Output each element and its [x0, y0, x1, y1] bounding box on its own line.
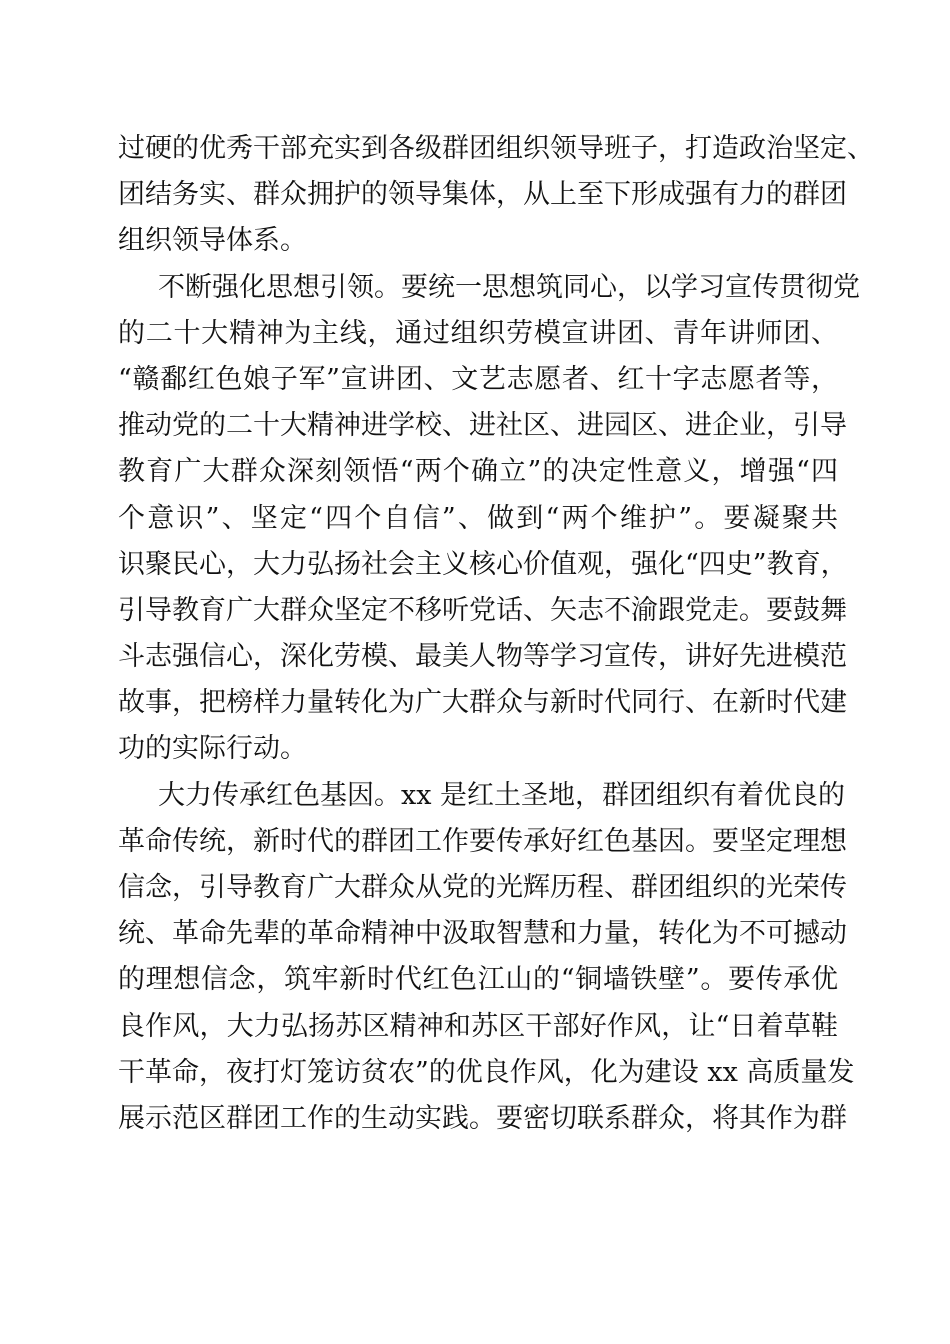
text-line: 展示范区群团工作的生动实践。要密切联系群众，将其作为群 — [118, 1102, 847, 1134]
text-line: “赣鄱红色娘子军”宣讲团、文艺志愿者、红十字志愿者等， — [118, 363, 838, 395]
text-line: 教育广大群众深刻领悟“两个确立”的决定性意义，增强“四 — [118, 456, 838, 488]
text-line: 良作风，大力弘扬苏区精神和苏区干部好作风，让“日着草鞋 — [118, 1010, 838, 1042]
text-line: 故事，把榜样力量转化为广大群众与新时代同行、在新时代建 — [118, 687, 847, 719]
paragraph-start-line: 不断强化思想引领。要统一思想筑同心，以学习宣传贯彻党 — [158, 271, 860, 303]
text-line: 识聚民心，大力弘扬社会主义核心价值观，强化“四史”教育， — [118, 548, 848, 580]
paragraph-start-line: 大力传承红色基因。xx 是红土圣地，群团组织有着优良的 — [158, 779, 846, 811]
text-line: 个意识”、坚定“四个自信”、做到“两个维护”。要凝聚共 — [118, 502, 838, 534]
text-line: 功的实际行动。 — [118, 733, 307, 765]
text-line: 过硬的优秀干部充实到各级群团组织领导班子，打造政治坚定、 — [118, 133, 874, 164]
text-line: 推动党的二十大精神进学校、进社区、进园区、进企业，引导 — [118, 410, 847, 442]
text-line: 干革命，夜打灯笼访贫农”的优良作风，化为建设 xx 高质量发 — [118, 1056, 855, 1088]
text-line: 统、革命先辈的革命精神中汲取智慧和力量，转化为不可撼动 — [118, 918, 847, 950]
text-line: 团结务实、群众拥护的领导集体，从上至下形成强有力的群团 — [118, 179, 847, 211]
body-text — [118, 126, 874, 1142]
text-line: 的二十大精神为主线，通过组织劳模宣讲团、青年讲师团、 — [118, 317, 838, 349]
text-line: 革命传统，新时代的群团工作要传承好红色基因。要坚定理想 — [118, 825, 847, 857]
text-line: 组织领导体系。 — [118, 225, 307, 257]
text-line: 引导教育广大群众坚定不移听党话、矢志不渝跟党走。要鼓舞 — [118, 594, 847, 626]
text-line: 信念，引导教育广大群众从党的光辉历程、群团组织的光荣传 — [118, 872, 847, 903]
text-line: 的理想信念，筑牢新时代红色江山的“铜墙铁壁”。要传承优 — [118, 964, 838, 996]
text-line: 斗志强信心，深化劳模、最美人物等学习宣传，讲好先进模范 — [118, 641, 847, 673]
